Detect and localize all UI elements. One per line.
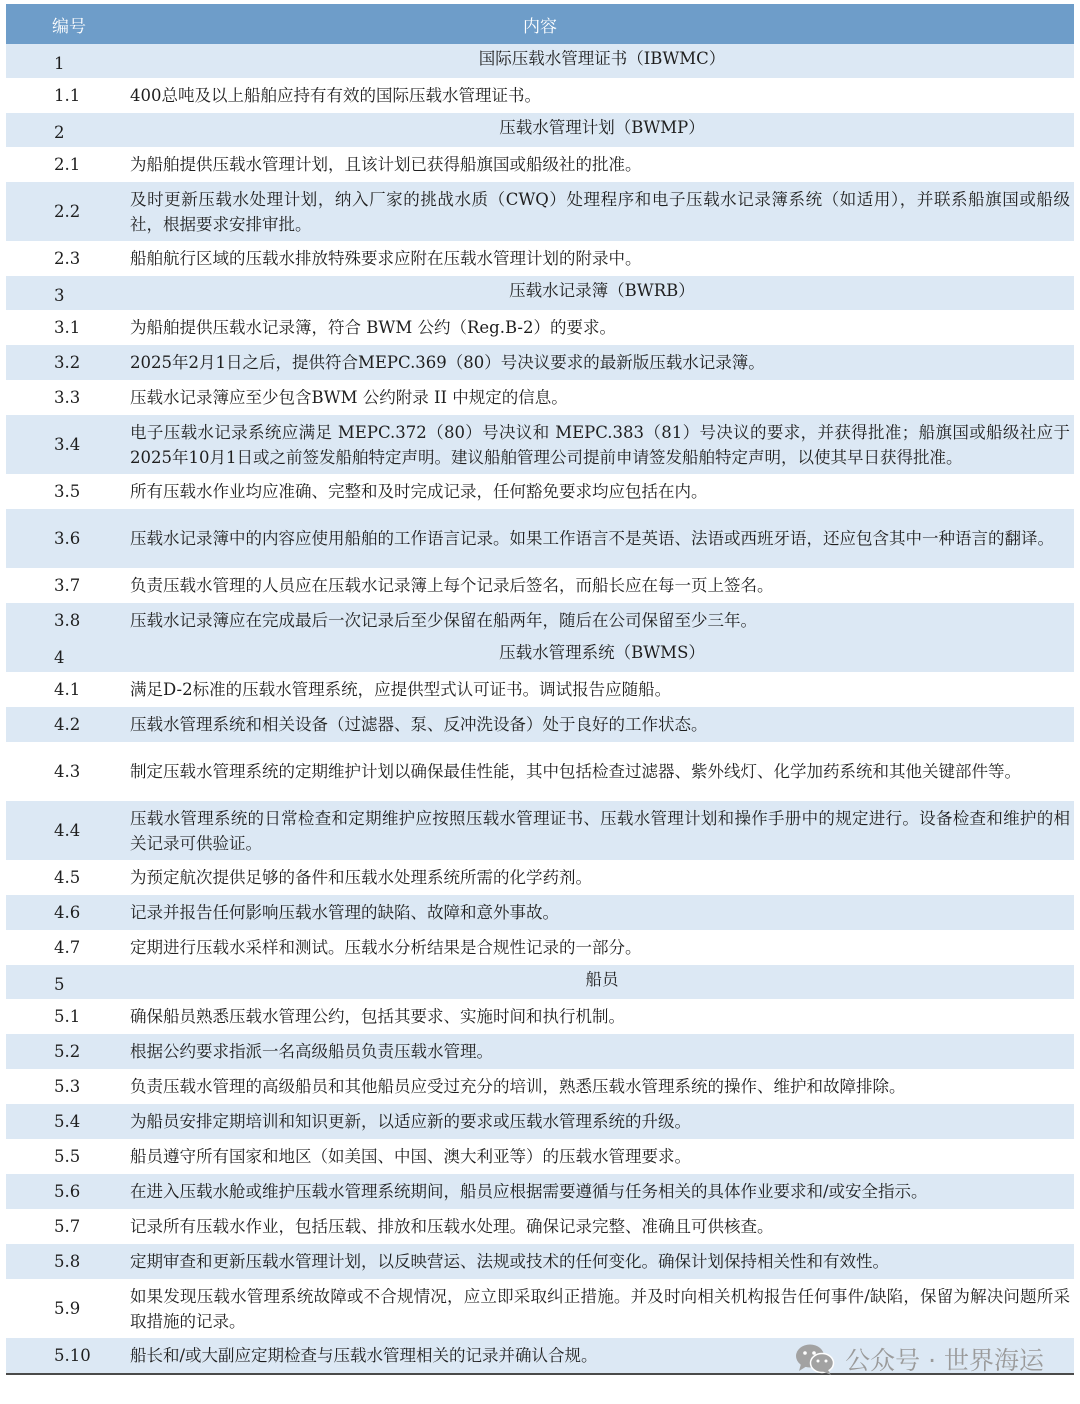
item-number: 4.1 bbox=[54, 680, 81, 699]
item-number: 3.4 bbox=[54, 435, 81, 454]
item-text: 在进入压载水舱或维护压载水管理系统期间，船员应根据需要遵循与任务相关的具体作业要求和/或安全指示。 bbox=[130, 1182, 928, 1201]
section-row bbox=[6, 44, 1074, 78]
item-number: 3.2 bbox=[54, 353, 81, 372]
item-text: 根据公约要求指派一名高级船员负责压载水管理。 bbox=[130, 1042, 493, 1061]
section-row bbox=[6, 276, 1074, 310]
item-text: 压载水管理系统和相关设备（过滤器、泵、反冲洗设备）处于良好的工作状态。 bbox=[130, 715, 708, 734]
table-row bbox=[6, 999, 1074, 1034]
section-title: 压载水记录簿（BWRB） bbox=[509, 281, 695, 300]
table-row bbox=[6, 895, 1074, 930]
section-number: 4 bbox=[54, 648, 65, 667]
item-number: 5.9 bbox=[54, 1299, 81, 1318]
table-row bbox=[6, 380, 1074, 415]
table-row bbox=[6, 182, 1074, 241]
item-text: 为船舶提供压载水记录簿，符合 BWM 公约（Reg.B-2）的要求。 bbox=[130, 318, 616, 337]
section-row bbox=[6, 113, 1074, 147]
item-number: 3.1 bbox=[54, 318, 81, 337]
requirements-table bbox=[6, 4, 1074, 1375]
watermark bbox=[795, 1339, 1044, 1379]
item-text: 船长和/或大副应定期检查与压载水管理相关的记录并确认合规。 bbox=[130, 1346, 598, 1365]
table-row bbox=[6, 147, 1074, 182]
section-row bbox=[6, 965, 1074, 999]
item-text: 船舶航行区域的压载水排放特殊要求应附在压载水管理计划的附录中。 bbox=[130, 249, 642, 268]
item-number: 5.6 bbox=[54, 1182, 81, 1201]
item-number: 2.3 bbox=[54, 249, 81, 268]
item-text: 为船员安排定期培训和知识更新，以适应新的要求或压载水管理系统的升级。 bbox=[130, 1112, 691, 1131]
item-text: 为预定航次提供足够的备件和压载水处理系统所需的化学药剂。 bbox=[130, 868, 592, 887]
item-number: 4.4 bbox=[54, 821, 81, 840]
item-number: 2.2 bbox=[54, 202, 81, 221]
table-row bbox=[6, 474, 1074, 509]
item-text: 定期审查和更新压载水管理计划，以反映营运、法规或技术的任何变化。确保计划保持相关性和有效性。 bbox=[130, 1252, 889, 1271]
item-number: 2.1 bbox=[54, 155, 81, 174]
item-text: 船员遵守所有国家和地区（如美国、中国、澳大利亚等）的压载水管理要求。 bbox=[130, 1147, 691, 1166]
section-number: 1 bbox=[54, 54, 65, 73]
item-number: 5.1 bbox=[54, 1007, 81, 1026]
table-row bbox=[6, 1139, 1074, 1174]
table-row bbox=[6, 310, 1074, 345]
section-row bbox=[6, 638, 1074, 672]
item-number: 3.5 bbox=[54, 482, 81, 501]
header-number: 编号 bbox=[52, 16, 86, 37]
item-text: 为船舶提供压载水管理计划，且该计划已获得船旗国或船级社的批准。 bbox=[130, 155, 642, 174]
item-text: 确保船员熟悉压载水管理公约，包括其要求、实施时间和执行机制。 bbox=[130, 1007, 625, 1026]
item-text: 及时更新压载水处理计划，纳入厂家的挑战水质（CWQ）处理程序和电子压载水记录簿系统（如适用），并联系船旗国或船级社，根据要求安排审批。 bbox=[130, 189, 1070, 234]
item-text: 压载水记录簿中的内容应使用船舶的工作语言记录。如果工作语言不是英语、法语或西班牙语，还应包含其中一种语言的翻译。 bbox=[130, 529, 1054, 548]
table-row bbox=[6, 1034, 1074, 1069]
section-title: 国际压载水管理证书（IBWMC） bbox=[478, 49, 726, 68]
header-content: 内容 bbox=[523, 16, 557, 37]
table-row bbox=[6, 707, 1074, 742]
item-text: 压载水记录簿应至少包含BWM 公约附录 II 中规定的信息。 bbox=[130, 388, 568, 407]
wechat-icon bbox=[795, 1342, 835, 1376]
table-row bbox=[6, 1209, 1074, 1244]
item-text: 所有压载水作业均应准确、完整和及时完成记录，任何豁免要求均应包括在内。 bbox=[130, 482, 708, 501]
table-row bbox=[6, 930, 1074, 965]
item-text: 400总吨及以上船舶应持有有效的国际压载水管理证书。 bbox=[130, 86, 541, 105]
table-row bbox=[6, 603, 1074, 638]
table-header bbox=[6, 4, 1074, 44]
table-row bbox=[6, 672, 1074, 707]
item-number: 4.6 bbox=[54, 903, 81, 922]
item-text: 压载水管理系统的日常检查和定期维护应按照压载水管理证书、压载水管理计划和操作手册中的规定进行。设备检查和维护的相关记录可供验证。 bbox=[130, 808, 1070, 853]
section-title: 压载水管理系统（BWMS） bbox=[499, 643, 705, 662]
item-number: 5.5 bbox=[54, 1147, 81, 1166]
item-number: 4.3 bbox=[54, 762, 81, 781]
item-text: 记录所有压载水作业，包括压载、排放和压载水处理。确保记录完整、准确且可供核查。 bbox=[130, 1217, 774, 1236]
table-row bbox=[6, 742, 1074, 801]
item-number: 5.7 bbox=[54, 1217, 81, 1236]
item-number: 5.4 bbox=[54, 1112, 81, 1131]
item-text: 压载水记录簿应在完成最后一次记录后至少保留在船两年，随后在公司保留至少三年。 bbox=[130, 611, 757, 630]
item-number: 5.3 bbox=[54, 1077, 81, 1096]
item-number: 4.7 bbox=[54, 938, 81, 957]
section-title: 压载水管理计划（BWMP） bbox=[499, 118, 705, 137]
section-number: 3 bbox=[54, 286, 65, 305]
item-number: 4.5 bbox=[54, 868, 81, 887]
item-text: 2025年2月1日之后，提供符合MEPC.369（80）号决议要求的最新版压载水记录簿。 bbox=[130, 353, 765, 372]
table-row bbox=[6, 415, 1074, 474]
section-title: 船员 bbox=[585, 970, 619, 989]
item-text: 如果发现压载水管理系统故障或不合规情况，应立即采取纠正措施。并及时向相关机构报告任何事件/缺陷，保留为解决问题所采取措施的记录。 bbox=[130, 1286, 1070, 1331]
table-row bbox=[6, 801, 1074, 860]
table-body bbox=[6, 44, 1074, 1373]
table-row bbox=[6, 1174, 1074, 1209]
item-text: 记录并报告任何影响压载水管理的缺陷、故障和意外事故。 bbox=[130, 903, 559, 922]
table-row bbox=[6, 509, 1074, 568]
item-number: 3.8 bbox=[54, 611, 81, 630]
table-row bbox=[6, 345, 1074, 380]
table-row bbox=[6, 568, 1074, 603]
item-text: 负责压载水管理的高级船员和其他船员应受过充分的培训，熟悉压载水管理系统的操作、维护和故障排除。 bbox=[130, 1077, 906, 1096]
section-number: 2 bbox=[54, 123, 65, 142]
item-number: 5.8 bbox=[54, 1252, 81, 1271]
item-text: 负责压载水管理的人员应在压载水记录簿上每个记录后签名，而船长应在每一页上签名。 bbox=[130, 576, 774, 595]
item-number: 5.2 bbox=[54, 1042, 81, 1061]
item-number: 3.6 bbox=[54, 529, 81, 548]
table-row bbox=[6, 78, 1074, 113]
watermark-text: 公众号 · 世界海运 bbox=[845, 1346, 1044, 1375]
table-row bbox=[6, 241, 1074, 276]
section-number: 5 bbox=[54, 975, 65, 994]
table-row bbox=[6, 1244, 1074, 1279]
table-row bbox=[6, 860, 1074, 895]
item-number: 3.3 bbox=[54, 388, 81, 407]
item-number: 5.10 bbox=[54, 1346, 91, 1365]
table-row bbox=[6, 1279, 1074, 1338]
table-row bbox=[6, 1104, 1074, 1139]
item-number: 4.2 bbox=[54, 715, 81, 734]
table-row bbox=[6, 1069, 1074, 1104]
item-text: 满足D-2标准的压载水管理系统，应提供型式认可证书。调试报告应随船。 bbox=[130, 680, 672, 699]
item-text: 电子压载水记录系统应满足 MEPC.372（80）号决议和 MEPC.383（81）号决议的要求，并获得批准；船旗国或船级社应于2025年10月1日或之前签发船舶特定声明。建议船舶管理公司提前申请签发船舶特定声明，以使其早日获得批准。 bbox=[130, 422, 1070, 467]
item-number: 3.7 bbox=[54, 576, 81, 595]
item-text: 制定压载水管理系统的定期维护计划以确保最佳性能，其中包括检查过滤器、紫外线灯、化学加药系统和其他关键部件等。 bbox=[130, 762, 1021, 781]
item-text: 定期进行压载水采样和测试。压载水分析结果是合规性记录的一部分。 bbox=[130, 938, 642, 957]
item-number: 1.1 bbox=[54, 86, 81, 105]
